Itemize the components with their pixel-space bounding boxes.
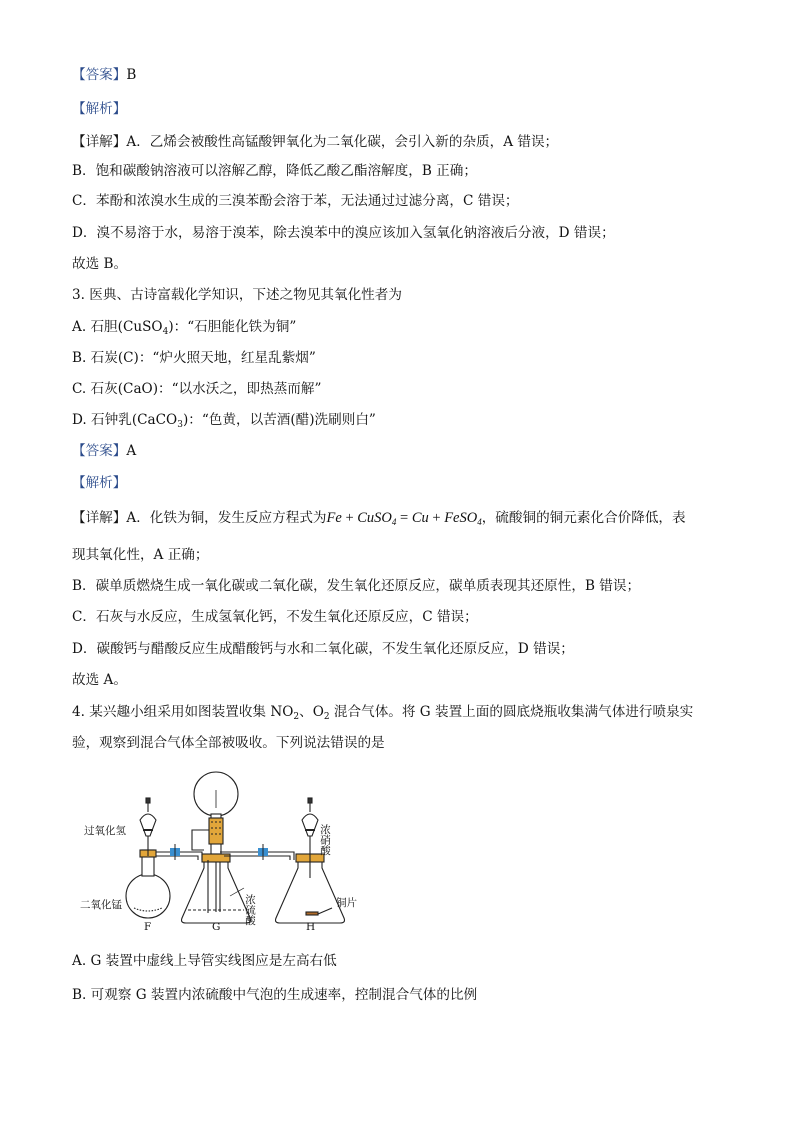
f-dropping-funnel bbox=[140, 814, 156, 836]
detail-text: A．乙烯会被酸性高锰酸钾氧化为二氧化碳，会引入新的杂质，A 错误； bbox=[126, 134, 559, 150]
answer-line-1 bbox=[72, 66, 136, 84]
label-mno2: 二氧化锰 bbox=[80, 899, 122, 911]
detail-item-c: C．石灰与水反应，生成氢氧化钙，不发生氧化还原反应，C 错误； bbox=[72, 609, 478, 625]
detail-item-b: B．饱和碳酸钠溶液可以溶解乙醇，降低乙酸乙酯溶解度，B 正确； bbox=[72, 163, 477, 179]
q3-option-d: D. 石钟乳(CaCO$_3$)：“色黄，以苦酒(醋)洗刷则白” bbox=[72, 412, 376, 430]
apparatus-figure bbox=[80, 768, 380, 933]
label-h2so4-vertical bbox=[244, 893, 256, 926]
answer-label: 【答案】 bbox=[72, 443, 127, 459]
answer-label: 【答案】 bbox=[72, 67, 127, 83]
question-3-stem: 3. 医典、古诗富载化学知识，下述之物见其氧化性者为 bbox=[72, 287, 402, 303]
q3-option-c: C. 石灰(CaO)：“以水沃之，即热蒸而解” bbox=[72, 381, 322, 397]
detail-label: 【详解】 bbox=[72, 510, 127, 526]
label-cu: 铜片 bbox=[336, 897, 357, 909]
question-4-stem: 4. 某兴趣小组采用如图装置收集 $NO_2$、$O_2$ 混合气体。将 G 装置上面的圆底烧瓶收集满气体进行喷泉实 bbox=[72, 704, 694, 722]
analysis-label: 【解析】 bbox=[72, 101, 127, 117]
label-f: F bbox=[144, 921, 152, 933]
conclusion-1: 故选 B。 bbox=[72, 256, 128, 272]
q3-option-a: A. 石胆(CuSO$_4$)：“石胆能化铁为铜” bbox=[72, 319, 297, 337]
question-4-stem-cont: 验，观察到混合气体全部被吸收。下列说法错误的是 bbox=[72, 735, 385, 751]
label-g: G bbox=[212, 921, 221, 933]
detail-item-d: D．碳酸钙与醋酸反应生成醋酸钙与水和二氧化碳，不发生氧化还原反应，D 错误； bbox=[72, 641, 574, 657]
detail-line-1 bbox=[72, 133, 558, 151]
detail-label: 【详解】 bbox=[72, 134, 127, 150]
detail-item-c: C．苯酚和浓溴水生成的三溴苯酚会溶于苯，无法通过过滤分离，C 错误； bbox=[72, 193, 519, 209]
label-h2so4: 浓硫酸 bbox=[244, 894, 256, 926]
copper-strip bbox=[306, 912, 318, 915]
q4-option-a: A. G 装置中虚线上导管实线图应是左高右低 bbox=[72, 953, 337, 969]
f-round-flask bbox=[126, 874, 170, 918]
label-h2o2: 过氧化氢 bbox=[84, 825, 126, 837]
answer-value: A bbox=[126, 443, 137, 459]
label-h: H bbox=[306, 921, 316, 933]
detail-line-2: 【详解】A．化铁为铜，发生反应方程式为Fe + CuSO$_4$ = Cu + FeSO$_4$，硫酸铜的铜元素化合价降低，表 bbox=[72, 510, 686, 527]
reaction-equation: Fe + CuSO$_4$ = Cu + FeSO$_4$ bbox=[326, 510, 482, 527]
detail-item-d: D．溴不易溶于水，易溶于溴苯，除去溴苯中的溴应该加入氢氧化钠溶液后分液，D 错误； bbox=[72, 225, 615, 241]
answer-line-2 bbox=[72, 442, 136, 460]
detail-continuation: 现其氧化性，A 正确； bbox=[72, 547, 209, 563]
q4-option-b: B. 可观察 G 装置内浓硫酸中气泡的生成速率，控制混合气体的比例 bbox=[72, 987, 478, 1003]
analysis-label: 【解析】 bbox=[72, 475, 127, 491]
conclusion-2: 故选 A。 bbox=[72, 672, 127, 688]
q3-option-b: B. 石炭(C)：“炉火照天地，红星乱紫烟” bbox=[72, 350, 316, 366]
label-hno3: 浓硝酸 bbox=[319, 824, 331, 856]
detail-item-b: B．碳单质燃烧生成一氧化碳或二氧化碳，发生氧化还原反应，碳单质表现其还原性，B 错误； bbox=[72, 578, 641, 594]
answer-value: B bbox=[126, 67, 137, 83]
label-hno3-vertical bbox=[319, 823, 331, 856]
h-dropping-funnel bbox=[302, 814, 318, 836]
